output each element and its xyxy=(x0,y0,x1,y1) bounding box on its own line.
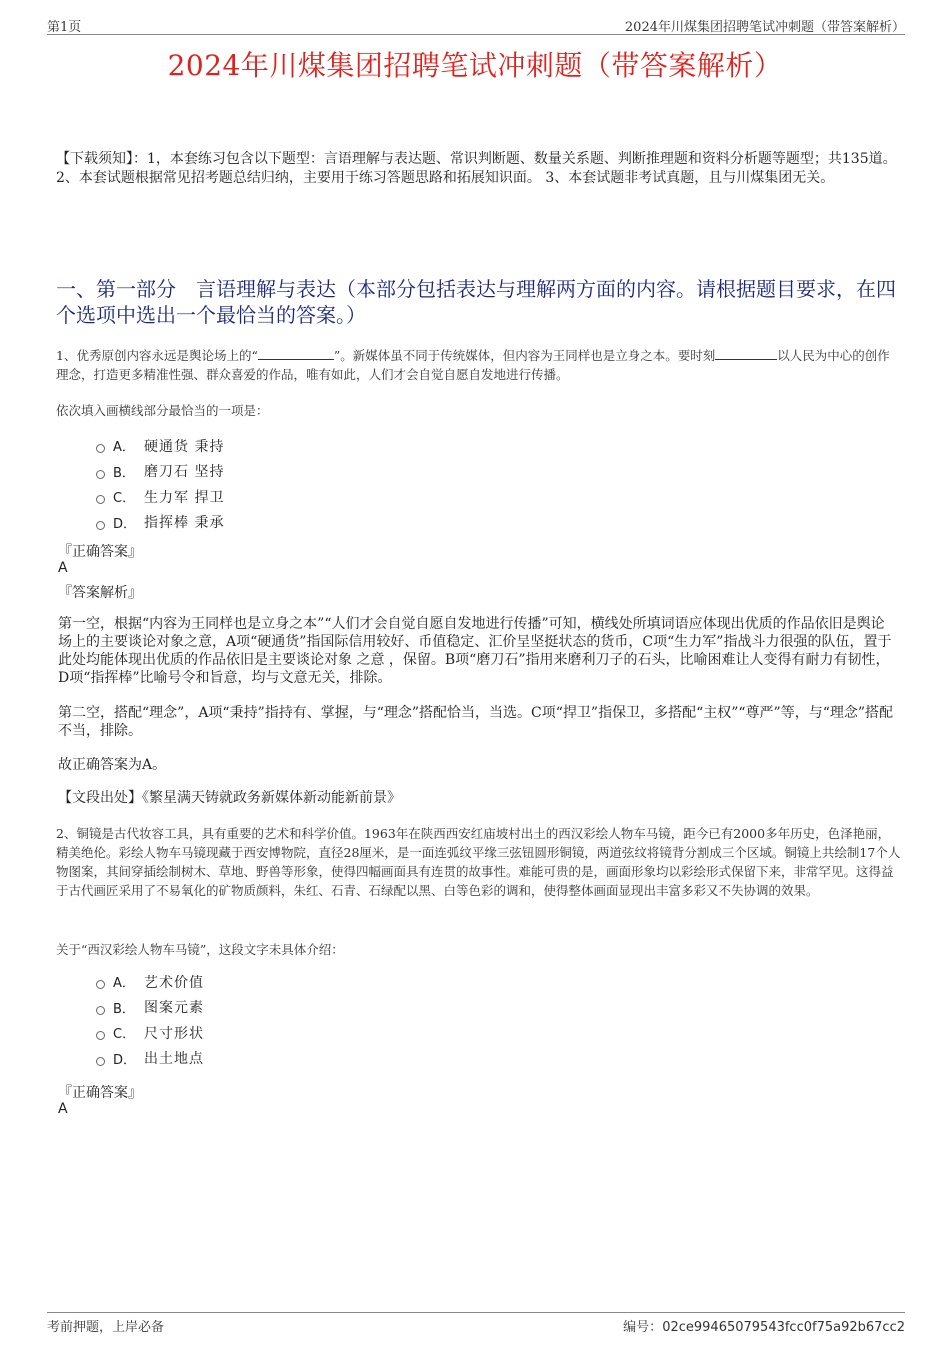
option-text: 出土地点 xyxy=(144,1051,204,1068)
option-c[interactable] xyxy=(96,1020,204,1046)
source-note: 【文段出处】《繁星满天铸就政务新媒体新动能新前景》 xyxy=(58,790,401,806)
option-d[interactable] xyxy=(96,1046,204,1072)
document-code xyxy=(623,1316,905,1335)
option-c[interactable] xyxy=(96,484,224,510)
option-letter: A． xyxy=(113,976,135,992)
question-1-prompt: 依次填入画横线部分最恰当的一项是： xyxy=(56,403,269,418)
option-b[interactable] xyxy=(96,995,204,1021)
option-letter: D． xyxy=(113,516,137,532)
document-title: 2024年川煤集团招聘笔试冲刺题（带答案解析） xyxy=(167,49,783,82)
fill-blank-2 xyxy=(715,347,777,360)
download-notice: 【下载须知】：1，本套练习包含以下题型：言语理解与表达题、常识判断题、数量关系题、判断推理题和资料分析题等题型；共135道。 2、本套试题根据常见招考题总结归纳，主要用于练习答题思路和拓展知识面。 3、本套试题非考试真题，且与川煤集团无关。 xyxy=(56,151,897,186)
option-text: 磨刀石 坚持 xyxy=(144,464,225,481)
question-1-options xyxy=(96,433,224,535)
radio-button[interactable] xyxy=(96,470,105,479)
radio-button[interactable] xyxy=(96,1057,105,1066)
analysis-label: 『答案解析』 xyxy=(58,585,142,601)
option-text: 图案元素 xyxy=(144,1000,204,1017)
option-letter: C． xyxy=(113,491,136,507)
question-2-options xyxy=(96,969,204,1071)
correct-answer: A xyxy=(58,1101,68,1117)
option-letter: B． xyxy=(113,465,135,481)
radio-button[interactable] xyxy=(96,1031,105,1040)
correct-answer-label: 『正确答案』 xyxy=(58,544,142,560)
option-text: 艺术价值 xyxy=(144,974,204,991)
radio-button[interactable] xyxy=(96,521,105,530)
option-text: 硬通货 秉持 xyxy=(144,438,225,455)
option-d[interactable] xyxy=(96,510,224,536)
footer-slogan: 考前押题，上岸必备 xyxy=(47,1320,165,1335)
option-a[interactable] xyxy=(96,433,224,459)
question-1-text-part-a: 1、优秀原创内容永远是舆论场上的“ xyxy=(56,348,258,363)
option-letter: A． xyxy=(113,440,135,456)
radio-button[interactable] xyxy=(96,1006,105,1015)
radio-button[interactable] xyxy=(96,495,105,504)
question-1-text-part-c: 以人民为中心的创作理念，打造更多精准性强、群众喜爱的作品，唯有如此，人们才会自觉自愿自发地进行传播。 xyxy=(56,348,890,382)
question-1-text xyxy=(56,346,901,384)
option-text: 生力军 捍卫 xyxy=(144,489,225,506)
page-footer xyxy=(47,1312,905,1335)
section-heading: 一、第一部分 言语理解与表达（本部分包括表达与理解两方面的内容。请根据题目要求，在四个选项中选出一个最恰当的答案。） xyxy=(56,277,896,327)
page-header xyxy=(47,14,905,35)
radio-button[interactable] xyxy=(96,444,105,453)
option-b[interactable] xyxy=(96,459,224,485)
analysis-conclusion: 故正确答案为A。 xyxy=(58,757,167,773)
question-2-text: 2、铜镜是古代妆容工具，具有重要的艺术和科学价值。1963年在陕西西安红庙坡村出土的西汉彩绘人物车马镜，距今已有2000多年历史，色泽艳丽，精美绝伦。彩绘人物车马镜现藏于西安博物院，直径28厘米，是一面连弧纹平缘三弦钮圆形铜镜，两道弦纹将镜背分割成三个区域。铜镜上共绘制17个人物图案，其间穿插绘制树木、草地、野兽等形象，使得四幅画面具有连贯的故事性。难能可贵的是，画面形象均以彩绘形式保留下来，非常罕见。这得益于古代画匠采用了不易氧化的矿物质颜料，朱红、石青、石绿配以黑、白等色彩的调和，使得整体画面显现出丰富多彩又不失协调的效果。 xyxy=(56,826,901,898)
analysis-paragraph-2: 第二空，搭配“理念”，A项“秉持”指持有、掌握，与“理念”搭配恰当，当选。C项“捍卫”指保卫，多搭配“主权”“尊严”等，与“理念”搭配不当，排除。 xyxy=(58,705,894,739)
option-letter: B． xyxy=(113,1001,135,1017)
option-a[interactable] xyxy=(96,969,204,995)
radio-button[interactable] xyxy=(96,980,105,989)
code-value: 02ce99465079543fcc0f75a92b67cc2 xyxy=(662,1320,905,1335)
option-text: 尺寸形状 xyxy=(144,1025,204,1042)
analysis-paragraph-1: 第一空，根据“内容为王同样也是立身之本”“人们才会自觉自愿自发地进行传播”可知，横线处所填词语应体现出优质的作品依旧是舆论场上的主要谈论对象之意，A项“硬通货”指国际信用较好、币值稳定、汇价呈坚挺状态的货币，C项“生力军”指战斗力很强的队伍，置于此处均能体现出优质的作品依旧是主要谈论对象 之意 ，保留。B项“磨刀石”指用来磨利刀子的石头，比喻困难让人变得有耐力有韧性，D项“指挥棒”比喻号令和旨意，均与文意无关，排除。 xyxy=(58,616,892,686)
option-text: 指挥棒 秉承 xyxy=(144,515,225,532)
fill-blank-1 xyxy=(258,347,334,360)
page-number: 第1页 xyxy=(47,20,82,35)
option-letter: C． xyxy=(113,1027,136,1043)
header-doc-title: 2024年川煤集团招聘笔试冲刺题（带答案解析） xyxy=(624,20,905,35)
question-2-prompt: 关于“西汉彩绘人物车马镜”，这段文字未具体介绍： xyxy=(56,942,344,957)
correct-answer-label: 『正确答案』 xyxy=(58,1085,142,1101)
question-1-text-part-b: ”。新媒体虽不同于传统媒体，但内容为王同样也是立身之本。要时刻 xyxy=(333,348,716,363)
correct-answer: A xyxy=(58,560,68,576)
code-label: 编号： xyxy=(623,1320,663,1335)
option-letter: D． xyxy=(113,1052,137,1068)
